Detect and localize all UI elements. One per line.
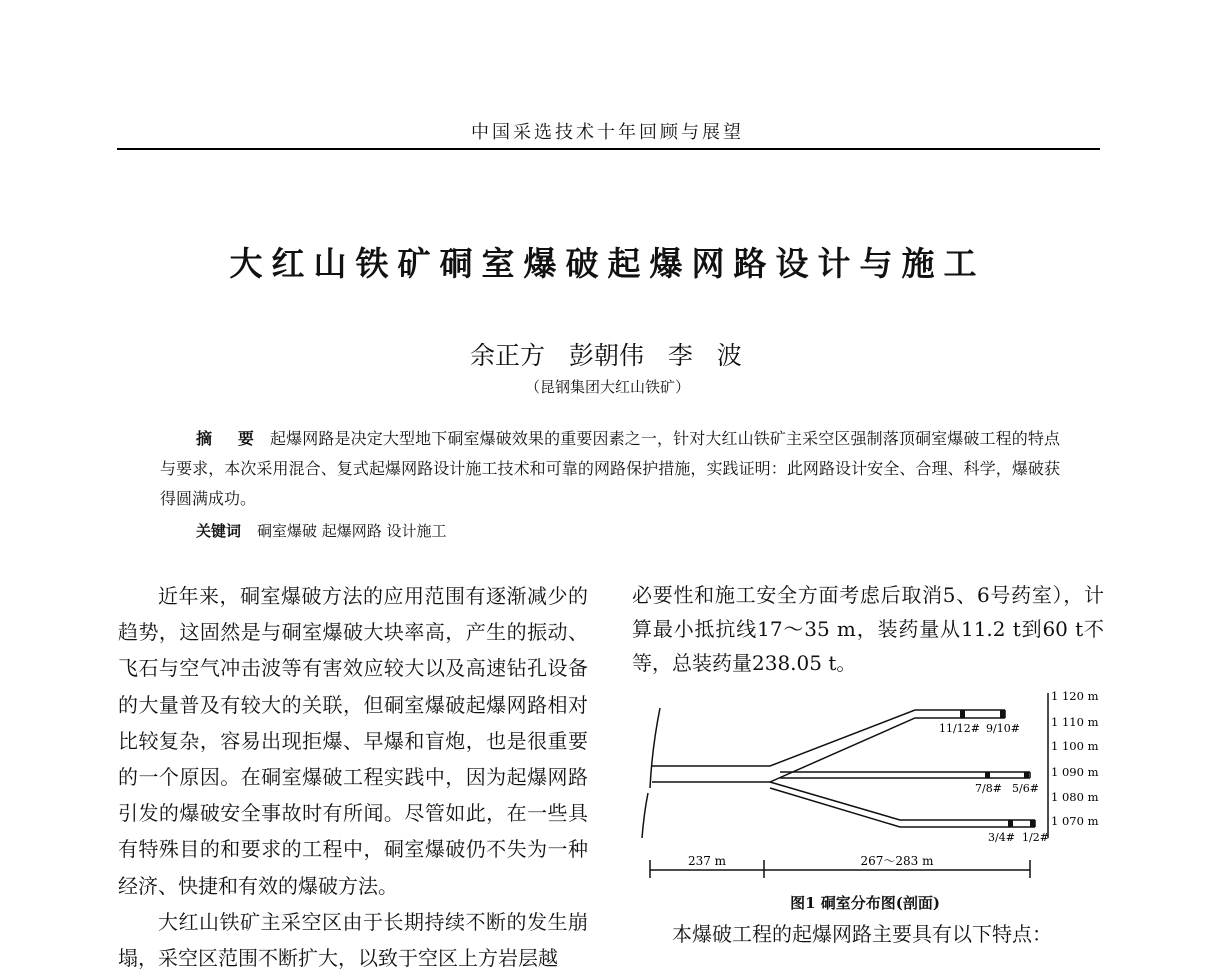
slope-line-upper [650, 708, 660, 788]
chamber-mark [1000, 710, 1005, 718]
chamber-label: 11/12# [939, 722, 980, 735]
right-column [632, 578, 1104, 680]
elevation-label: 1 070 m [1051, 814, 1099, 828]
chamber-mark [1008, 820, 1013, 827]
header-rule [117, 148, 1100, 150]
dimension-label-right: 267～283 m [860, 854, 934, 868]
paper-title: 大红山铁矿硐室爆破起爆网路设计与施工 [229, 244, 986, 283]
chamber-distribution-figure [630, 688, 1099, 888]
elevation-label: 1 110 m [1051, 715, 1099, 729]
chamber-label: 9/10# [986, 722, 1020, 735]
abstract-text: 起爆网路是决定大型地下硐室爆破效果的重要因素之一，针对大红山铁矿主采空区强制落顶硐室爆破工程的特点与要求，本次采用混合、复式起爆网路设计施工技术和可靠的网路保护措施，实践证明：此网路设计安全、合理、科学，爆破获得圆满成功。 [160, 429, 1060, 508]
elevation-label: 1 100 m [1051, 739, 1099, 753]
keywords [196, 520, 447, 541]
journal-header: 中国采选技术十年回顾与展望 [471, 122, 744, 143]
body-paragraph-1: 近年来，硐室爆破方法的应用范围有逐渐减少的趋势，这固然是与硐室爆破大块率高，产生的振动、飞石与空气冲击波等有害效应较大以及高速钻孔设备的大量普及有较大的关联，但硐室爆破起爆网路相对比较复杂，容易出现拒爆、早爆和盲炮，也是很重要的一个原因。在硐室爆破工程实践中，因为起爆网路引发的爆破安全事故时有所闻。尽管如此，在一些具有特殊目的和要求的工程中，硐室爆破仍不失为一种经济、快捷和有效的爆破方法。 [118, 584, 588, 898]
left-column [118, 578, 588, 976]
chamber-mark [985, 772, 990, 778]
keywords-text: 硐室爆破 起爆网路 设计施工 [257, 522, 447, 540]
chamber-label: 3/4# [988, 831, 1015, 844]
affiliation: （昆钢集团大红山铁矿） [524, 378, 690, 396]
chamber-label: 1/2# [1022, 831, 1049, 844]
body-paragraph-2: 大红山铁矿主采空区由于长期持续不断的发生崩塌，采空区范围不断扩大，以致于空区上方岩层越 [118, 909, 588, 971]
authors: 余正方 彭朝伟 李 波 [470, 341, 742, 370]
keywords-label: 关键词 [196, 522, 242, 540]
abstract [160, 424, 1060, 514]
next-paragraph: 本爆破工程的起爆网路主要具有以下特点： [672, 922, 1052, 946]
elevation-label: 1 090 m [1051, 765, 1099, 779]
elevation-label: 1 080 m [1051, 790, 1099, 804]
chamber-mark [1030, 820, 1035, 827]
chamber-label: 5/6# [1012, 782, 1039, 795]
figure-caption: 图1 硐室分布图(剖面) [790, 894, 940, 912]
slope-line-lower [642, 793, 648, 838]
chamber-mark [960, 710, 965, 718]
abstract-label: 摘 要 [196, 429, 264, 448]
dimension-label-left: 237 m [687, 854, 727, 868]
chamber-mark [1024, 772, 1029, 778]
elevation-label: 1 120 m [1051, 689, 1099, 703]
right-paragraph: 必要性和施工安全方面考虑后取消5、6号药室），计算最小抵抗线17～35 m，装药量从11.2 t到60 t不等，总装药量238.05 t。 [632, 583, 1104, 675]
chamber-label: 7/8# [975, 782, 1002, 795]
